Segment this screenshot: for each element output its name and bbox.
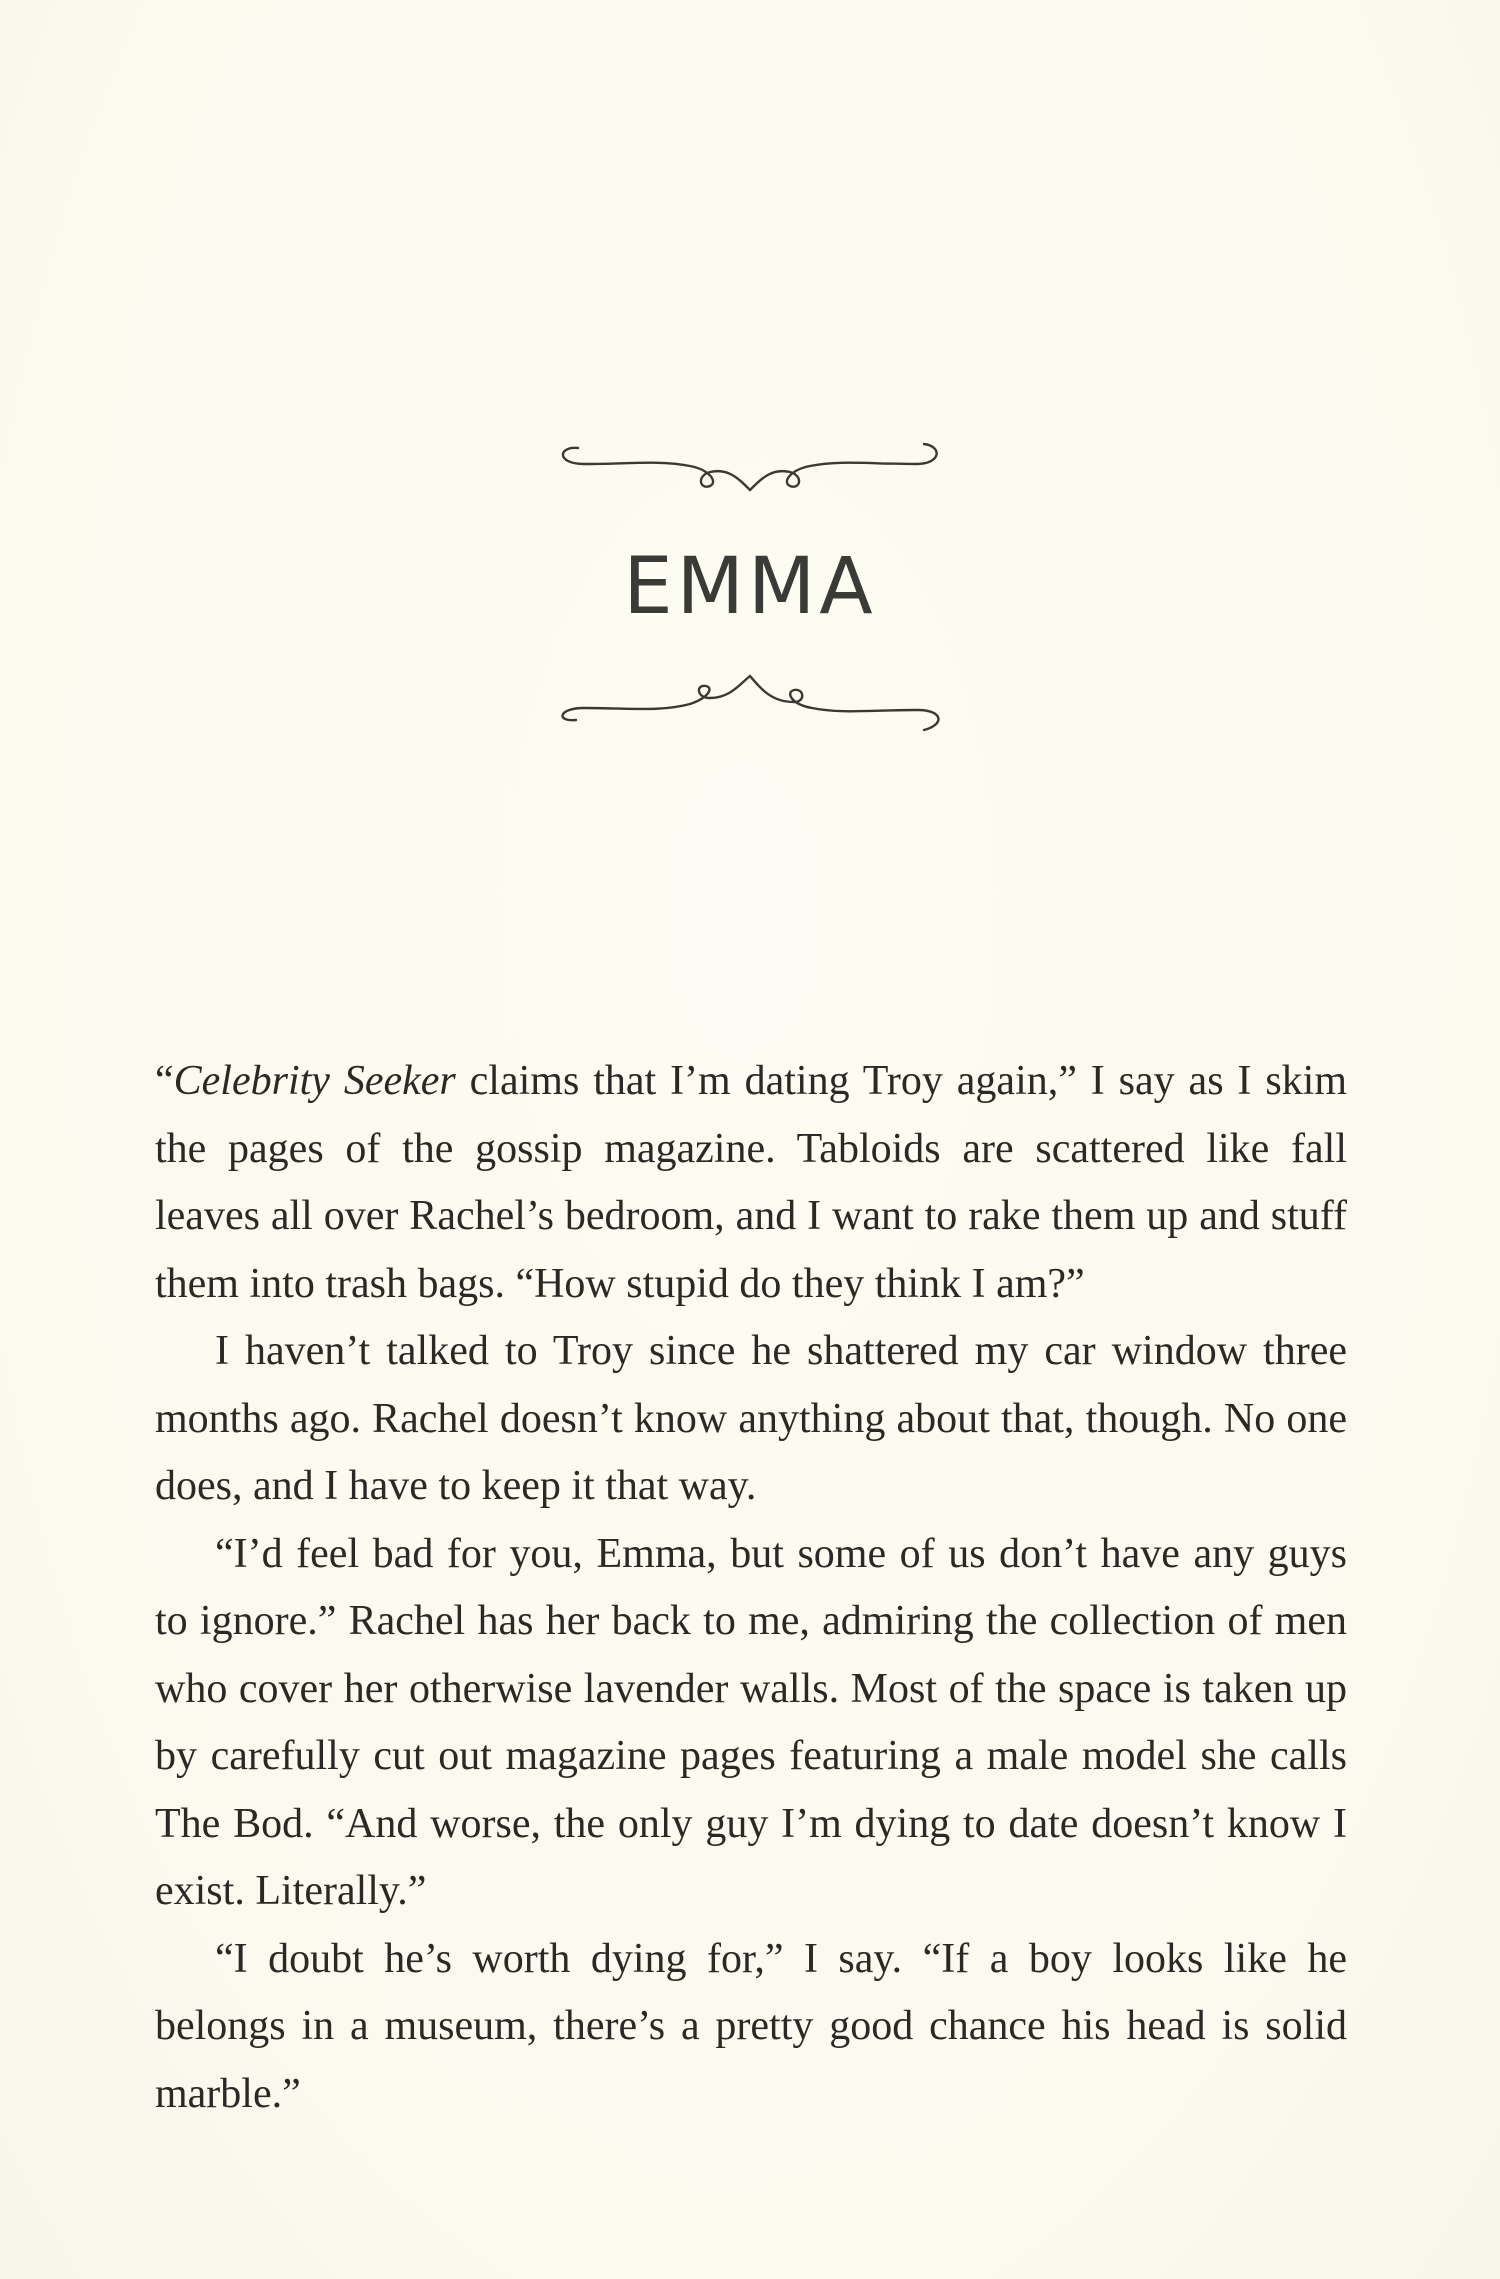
chapter-title: EMMA — [623, 542, 877, 632]
paragraph-1 — [155, 1048, 1347, 1318]
paragraph-1-open-quote: “ — [155, 1058, 174, 1104]
paragraph-2: I haven’t talked to Troy since he shattered my car window three months ago. Rachel doesn’t know anything about that, though. No one does, and I have to keep it that way. — [155, 1328, 1347, 1509]
chapter-body-text — [155, 1048, 1347, 2128]
bottom-flourish-ornament — [550, 668, 950, 748]
magazine-title-italic: Celebrity Seeker — [173, 1058, 456, 1104]
paragraph-1-text: claims that I’m dating Troy again,” I say as I skim the pages of the gossip magazine. Tabloids are scattered like fall leaves all over Rachel’s bedroom, and I want to rake them up and stuff them into trash bags. “How stupid do they think I am?” — [155, 1058, 1347, 1307]
top-flourish-ornament — [550, 420, 950, 500]
paragraph-4: “I doubt he’s worth dying for,” I say. “If a boy looks like he belongs in a museum, there’s a pretty good chance his head is solid marble.” — [155, 1935, 1347, 2117]
paragraph-3: “I’d feel bad for you, Emma, but some of us don’t have any guys to ignore.” Rachel has her back to me, admiring the collection of men who cover her otherwise lavender walls. Most of the space is taken up by carefully cut out magazine pages featuring a male model she calls The Bod. “And worse, the only guy I’m dying to date doesn’t know I exist. Literally.” — [155, 1530, 1347, 1914]
